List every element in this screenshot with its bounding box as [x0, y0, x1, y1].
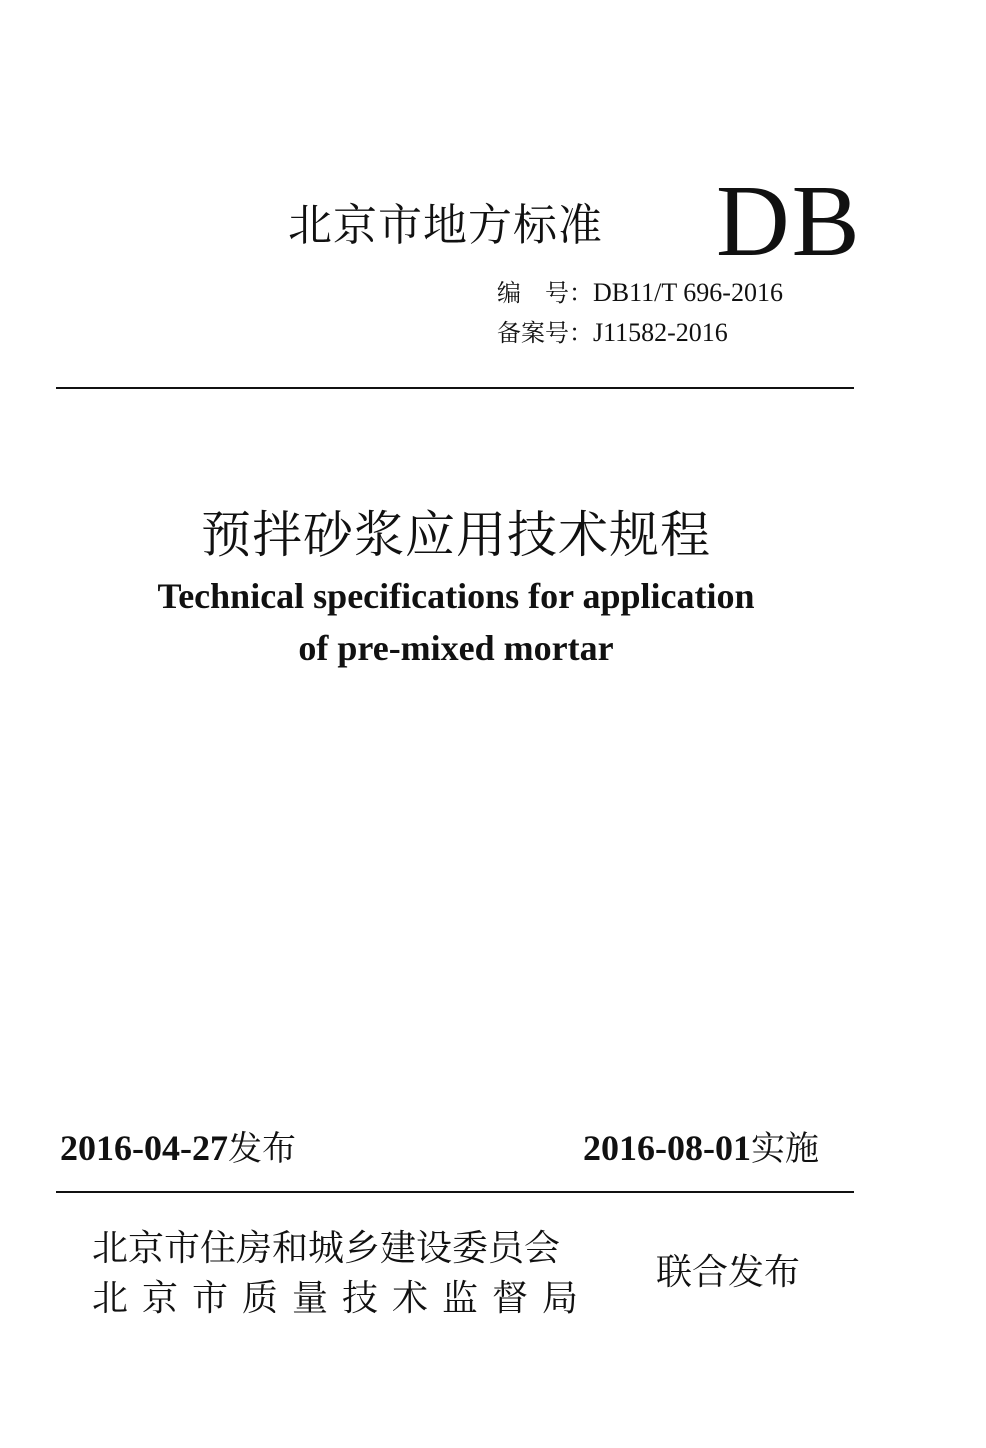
publish-date-row	[60, 1126, 296, 1171]
standard-number-label: 编 号：	[497, 279, 593, 307]
publish-label: 发布	[227, 1129, 296, 1169]
title-chinese: 预拌砂浆应用技术规程	[201, 506, 711, 564]
implement-date: 2016-08-01	[583, 1128, 751, 1168]
implement-label: 实施	[750, 1129, 819, 1169]
bottom-divider	[56, 1191, 854, 1193]
db-code-mark: DB	[716, 165, 862, 278]
standard-number-row	[497, 278, 783, 308]
record-number-label: 备案号：	[497, 319, 593, 347]
publish-date: 2016-04-27	[60, 1128, 228, 1168]
standard-type: 北京市地方标准	[288, 200, 603, 251]
standard-number-value: DB11/T 696-2016	[593, 278, 783, 307]
top-divider	[56, 387, 854, 389]
record-number-value: J11582-2016	[593, 318, 728, 347]
implement-date-row	[583, 1126, 819, 1171]
joint-issue-label: 联合发布	[656, 1252, 801, 1293]
title-english-line-2: of pre-mixed mortar	[298, 628, 614, 668]
record-number-row	[497, 318, 728, 348]
title-english-line-1: Technical specifications for application	[157, 576, 755, 616]
issuing-agency-1: 北京市住房和城乡建设委员会	[92, 1228, 561, 1269]
issuing-agency-2: 北京市质量技术监督局	[92, 1278, 593, 1319]
